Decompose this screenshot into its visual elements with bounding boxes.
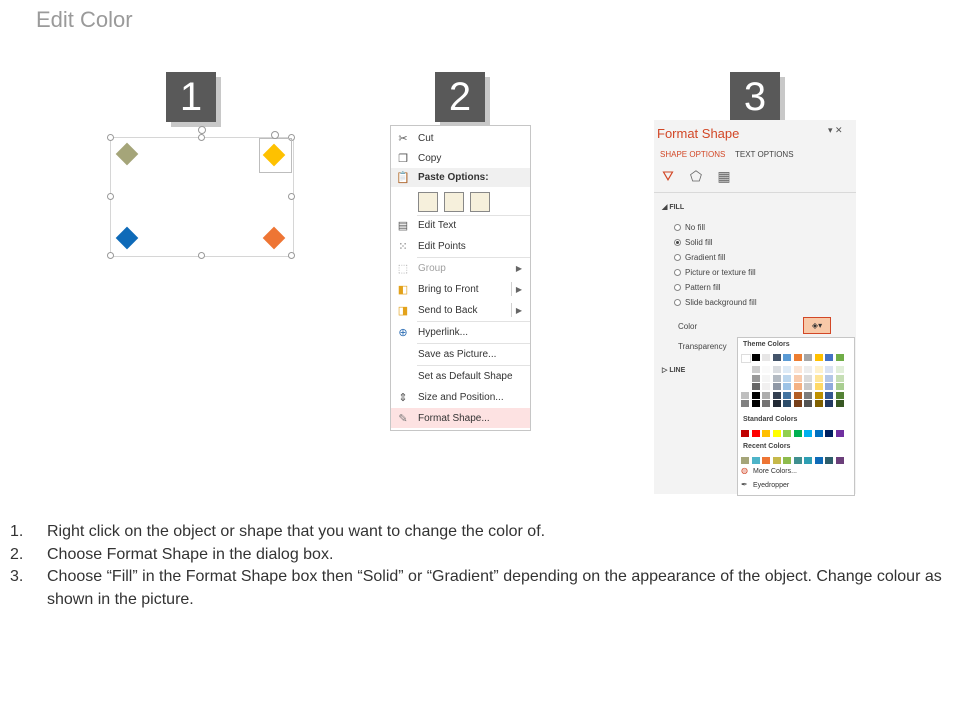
- theme-color-swatch[interactable]: [752, 354, 760, 361]
- theme-shade-swatch[interactable]: [794, 366, 802, 373]
- theme-shade-swatch[interactable]: [815, 400, 823, 407]
- tab-shape-options[interactable]: SHAPE OPTIONS: [660, 150, 726, 159]
- recent-color-swatch[interactable]: [762, 457, 770, 464]
- menu-item-label: Bring to Front: [418, 283, 479, 295]
- pane-divider: [654, 192, 856, 193]
- slide-title: Edit Color: [36, 7, 133, 32]
- standard-color-swatch[interactable]: [794, 430, 802, 437]
- radio-gradient-fill[interactable]: [674, 251, 725, 263]
- resize-handle[interactable]: [107, 193, 114, 200]
- hyperlink-icon: ⊕: [398, 326, 408, 339]
- theme-shade-swatch[interactable]: [741, 392, 749, 399]
- theme-shade-swatch[interactable]: [815, 375, 823, 382]
- recent-color-swatch[interactable]: [783, 457, 791, 464]
- menu-item-size-and-position[interactable]: [391, 387, 530, 407]
- rotate-handle[interactable]: [198, 126, 206, 134]
- radio-button-checked[interactable]: [674, 239, 681, 246]
- paste-picture-icon[interactable]: [470, 192, 490, 212]
- split-divider: [511, 303, 512, 317]
- submenu-arrow-icon[interactable]: ▶: [515, 305, 522, 315]
- color-palette-dropdown: [737, 337, 855, 496]
- bring-front-icon: ◧: [397, 283, 409, 296]
- resize-handle[interactable]: [198, 134, 205, 141]
- standard-color-swatch[interactable]: [815, 430, 823, 437]
- menu-item-label: Cut: [418, 132, 434, 144]
- menu-item-edit-points[interactable]: [391, 236, 530, 256]
- instruction-number: 2.: [10, 545, 24, 563]
- theme-shade-swatch[interactable]: [762, 400, 770, 407]
- scissors-icon: ✂: [398, 132, 408, 145]
- line-section-header[interactable]: ▷ LINE: [662, 367, 686, 374]
- radio-button[interactable]: [674, 269, 681, 276]
- radio-label: Pattern fill: [685, 282, 721, 292]
- theme-shade-swatch[interactable]: [804, 383, 812, 390]
- theme-shade-swatch[interactable]: [752, 375, 760, 382]
- theme-shade-swatch[interactable]: [783, 375, 791, 382]
- step-3-badge: 3: [730, 72, 780, 122]
- eyedropper-link[interactable]: Eyedropper: [753, 482, 790, 489]
- theme-shade-swatch[interactable]: [752, 400, 760, 407]
- theme-shade-swatch[interactable]: [783, 366, 791, 373]
- eyedropper-icon: ✒: [741, 480, 748, 489]
- line-section-label: LINE: [669, 367, 686, 374]
- recent-colors-title: Recent Colors: [743, 443, 791, 450]
- step-1-badge: 1: [166, 72, 216, 122]
- standard-color-swatch[interactable]: [752, 430, 760, 437]
- theme-shade-swatch[interactable]: [752, 383, 760, 390]
- instruction-item: [10, 566, 950, 611]
- theme-shade-swatch[interactable]: [773, 392, 781, 399]
- instruction-text: Choose Format Shape in the dialog box.: [47, 545, 334, 563]
- standard-color-swatch[interactable]: [804, 430, 812, 437]
- menu-item-send-to-back[interactable]: [391, 300, 530, 320]
- theme-shade-swatch[interactable]: [741, 383, 749, 390]
- fill-line-icon[interactable]: ⛛: [662, 167, 674, 184]
- paste-icon: 📋: [396, 172, 410, 184]
- menu-item-label: Size and Position...: [418, 391, 504, 403]
- menu-item-label: Set as Default Shape: [418, 370, 513, 382]
- radio-button[interactable]: [674, 284, 681, 291]
- color-label: Color: [678, 322, 698, 331]
- paste-keep-formatting-icon[interactable]: [418, 192, 438, 212]
- theme-shade-swatch[interactable]: [762, 392, 770, 399]
- radio-label: Slide background fill: [685, 297, 757, 307]
- theme-color-swatch[interactable]: [836, 354, 844, 361]
- standard-color-swatch[interactable]: [825, 430, 833, 437]
- theme-color-swatch[interactable]: [741, 354, 751, 363]
- resize-handle[interactable]: [107, 252, 114, 259]
- theme-shade-swatch[interactable]: [815, 392, 823, 399]
- menu-item-bring-to-front[interactable]: [391, 279, 530, 299]
- instructions-list: [10, 521, 950, 611]
- theme-shade-swatch[interactable]: [752, 392, 760, 399]
- theme-shade-swatch[interactable]: [815, 366, 823, 373]
- radio-slide-background-fill[interactable]: [674, 296, 757, 308]
- radio-pattern-fill[interactable]: [674, 281, 721, 293]
- theme-shade-swatch[interactable]: [783, 392, 791, 399]
- instruction-text: Right click on the object or shape that you want to change the color of.: [47, 523, 546, 540]
- split-divider: [511, 282, 512, 296]
- menu-item-cut[interactable]: [391, 128, 530, 148]
- instruction-item: [10, 521, 950, 544]
- recent-color-swatch[interactable]: [804, 457, 812, 464]
- submenu-arrow-icon: ▶: [515, 263, 522, 273]
- submenu-arrow-icon[interactable]: ▶: [515, 284, 522, 294]
- theme-color-swatch[interactable]: [804, 354, 812, 361]
- fill-section-label: FILL: [669, 204, 685, 211]
- radio-solid-fill[interactable]: [674, 236, 713, 248]
- theme-shade-swatch[interactable]: [762, 366, 770, 373]
- theme-color-swatch[interactable]: [762, 354, 770, 361]
- pane-controls[interactable]: ▾ ✕: [828, 125, 843, 135]
- theme-shade-swatch[interactable]: [804, 392, 812, 399]
- resize-handle[interactable]: [288, 193, 295, 200]
- instruction-text: Choose “Fill” in the Format Shape box then “Solid” or “Gradient” depending on the appearance of the object. Change colour as shown in the picture.: [47, 568, 942, 608]
- menu-item-label: Save as Picture...: [418, 348, 497, 360]
- paste-merge-formatting-icon[interactable]: [444, 192, 464, 212]
- standard-color-swatch[interactable]: [783, 430, 791, 437]
- theme-shade-swatch[interactable]: [773, 400, 781, 407]
- menu-item-edit-text[interactable]: [391, 215, 530, 235]
- pane-title: Format Shape: [657, 126, 740, 141]
- recent-color-swatch[interactable]: [825, 457, 833, 464]
- menu-item-label: Paste Options:: [418, 172, 489, 183]
- theme-shade-swatch[interactable]: [741, 375, 749, 382]
- theme-shade-swatch[interactable]: [762, 375, 770, 382]
- step-2-badge: 2: [435, 72, 485, 122]
- instruction-number: 1.: [10, 523, 24, 540]
- recent-color-swatch[interactable]: [815, 457, 823, 464]
- menu-item-label: Edit Points: [418, 240, 466, 252]
- menu-item-group[interactable]: [391, 258, 530, 278]
- radio-no-fill[interactable]: [674, 221, 705, 233]
- radio-button[interactable]: [674, 224, 681, 231]
- effects-pentagon-icon[interactable]: ⬠: [689, 167, 703, 184]
- send-back-icon: ◨: [397, 304, 409, 317]
- theme-shade-swatch[interactable]: [836, 392, 844, 399]
- tab-text-options[interactable]: TEXT OPTIONS: [735, 150, 794, 159]
- theme-shade-swatch[interactable]: [741, 366, 749, 373]
- standard-color-swatch[interactable]: [741, 430, 749, 437]
- theme-shade-swatch[interactable]: [783, 400, 791, 407]
- group-icon: ⬚: [397, 262, 409, 275]
- more-colors-link[interactable]: More Colors...: [753, 468, 797, 475]
- theme-shade-swatch[interactable]: [825, 400, 833, 407]
- theme-color-swatch[interactable]: [825, 354, 833, 361]
- more-colors-icon: ◍: [741, 466, 748, 475]
- theme-shade-swatch[interactable]: [825, 366, 833, 373]
- theme-color-swatch[interactable]: [773, 354, 781, 361]
- size-position-icon: ⇕: [398, 391, 408, 404]
- theme-shade-swatch[interactable]: [825, 383, 833, 390]
- menu-item-label: Send to Back: [418, 304, 478, 316]
- recent-color-swatch[interactable]: [794, 457, 802, 464]
- menu-item-label: Group: [418, 262, 446, 274]
- resize-handle[interactable]: [107, 134, 114, 141]
- theme-shade-swatch[interactable]: [836, 383, 844, 390]
- edit-points-icon: ⁙: [398, 240, 408, 253]
- theme-shade-swatch[interactable]: [773, 366, 781, 373]
- menu-item-label: Format Shape...: [418, 412, 490, 424]
- menu-item-label: Copy: [418, 152, 442, 164]
- theme-color-swatch[interactable]: [815, 354, 823, 361]
- standard-colors-title: Standard Colors: [743, 416, 798, 423]
- theme-shade-swatch[interactable]: [825, 392, 833, 399]
- theme-shade-swatch[interactable]: [783, 383, 791, 390]
- theme-shade-swatch[interactable]: [804, 375, 812, 382]
- recent-color-swatch[interactable]: [836, 457, 844, 464]
- standard-color-swatch[interactable]: [762, 430, 770, 437]
- radio-button[interactable]: [674, 299, 681, 306]
- theme-color-swatch[interactable]: [794, 354, 802, 361]
- radio-button[interactable]: [674, 254, 681, 261]
- rotate-handle[interactable]: [271, 131, 279, 139]
- theme-shade-swatch[interactable]: [741, 400, 749, 407]
- radio-label: Picture or texture fill: [685, 267, 756, 277]
- theme-shade-swatch[interactable]: [836, 375, 844, 382]
- theme-shade-swatch[interactable]: [815, 383, 823, 390]
- fill-color-dropdown[interactable]: [803, 317, 831, 334]
- transparency-label: Transparency: [678, 342, 727, 351]
- theme-shade-swatch[interactable]: [825, 375, 833, 382]
- paint-bucket-icon: ◈: [811, 321, 819, 330]
- menu-item-label: Hyperlink...: [418, 326, 469, 338]
- instruction-item: [10, 544, 950, 567]
- menu-item-set-default-shape[interactable]: [391, 366, 530, 386]
- resize-handle[interactable]: [288, 252, 295, 259]
- fill-section-header[interactable]: ◢ FILL: [662, 204, 685, 211]
- format-shape-icon: ✎: [398, 412, 408, 425]
- menu-item-format-shape[interactable]: [391, 408, 530, 428]
- radio-label: Solid fill: [685, 237, 713, 247]
- menu-item-copy[interactable]: [391, 148, 530, 168]
- theme-shade-swatch[interactable]: [752, 366, 760, 373]
- menu-item-hyperlink[interactable]: [391, 322, 530, 342]
- chevron-down-icon: ▾: [818, 321, 823, 330]
- menu-item-save-as-picture[interactable]: [391, 344, 530, 364]
- theme-color-swatch[interactable]: [783, 354, 791, 361]
- radio-label: Gradient fill: [685, 252, 726, 262]
- standard-color-swatch[interactable]: [836, 430, 844, 437]
- copy-icon: ❐: [398, 152, 408, 165]
- standard-color-swatch[interactable]: [773, 430, 781, 437]
- instruction-number: 3.: [10, 568, 24, 585]
- paste-options-header: [391, 168, 530, 187]
- theme-shade-swatch[interactable]: [794, 392, 802, 399]
- size-properties-icon[interactable]: ▦: [717, 167, 731, 184]
- radio-picture-texture-fill[interactable]: [674, 266, 756, 278]
- recent-color-swatch[interactable]: [752, 457, 760, 464]
- resize-handle[interactable]: [198, 252, 205, 259]
- menu-item-label: Edit Text: [418, 219, 457, 231]
- theme-colors-title: Theme Colors: [743, 341, 790, 348]
- theme-shade-swatch[interactable]: [794, 400, 802, 407]
- theme-shade-swatch[interactable]: [773, 375, 781, 382]
- theme-shade-swatch[interactable]: [804, 366, 812, 373]
- theme-shade-swatch[interactable]: [794, 383, 802, 390]
- theme-shade-swatch[interactable]: [773, 383, 781, 390]
- edit-text-icon: ▤: [397, 219, 409, 232]
- theme-shade-swatch[interactable]: [804, 400, 812, 407]
- theme-shade-swatch[interactable]: [762, 383, 770, 390]
- context-menu: [390, 125, 531, 431]
- radio-label: No fill: [685, 222, 706, 232]
- recent-color-swatch[interactable]: [741, 457, 749, 464]
- theme-shade-swatch[interactable]: [794, 375, 802, 382]
- recent-color-swatch[interactable]: [773, 457, 781, 464]
- theme-shade-swatch[interactable]: [836, 400, 844, 407]
- theme-shade-swatch[interactable]: [836, 366, 844, 373]
